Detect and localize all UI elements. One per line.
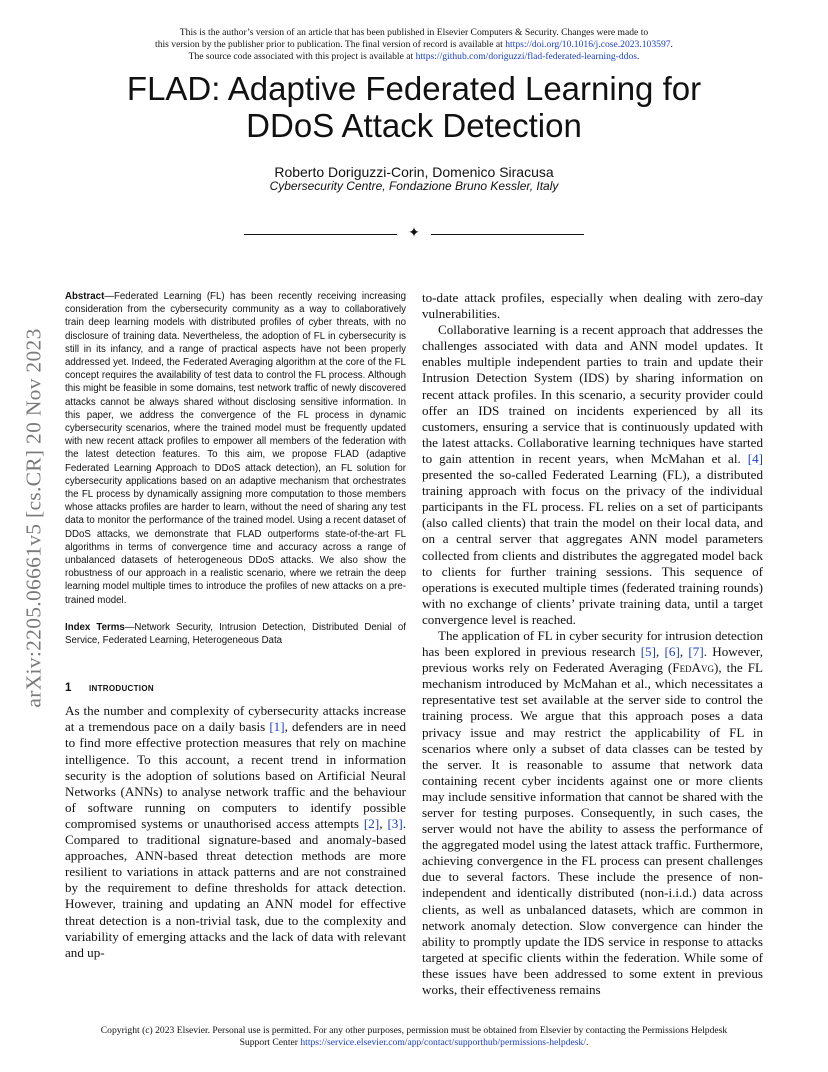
intro-paragraph-1	[65, 703, 406, 961]
title-divider	[244, 228, 584, 242]
fedavg-term: FedAvg	[672, 660, 715, 676]
index-terms-label: Index Terms	[65, 621, 125, 633]
citation-link[interactable]: [2]	[363, 815, 380, 831]
abstract-label: Abstract	[65, 291, 105, 302]
divider-line-left	[244, 234, 397, 235]
notice-line-2	[100, 39, 728, 51]
citation-link[interactable]: [4]	[747, 450, 763, 466]
index-terms-text: —Network Security, Intrusion Detection, Distributed Denial of Service, Federated Learning, Heterogeneous Data	[65, 621, 406, 647]
title-line-1: FLAD: Adaptive Federated Learning for	[126, 70, 702, 107]
arxiv-stamp-text: arXiv:2205.06661v5 [cs.CR] 20 Nov 2023	[21, 328, 46, 708]
index-terms	[65, 621, 406, 647]
paper-title	[60, 70, 768, 144]
arxiv-stamp	[19, 278, 49, 758]
notice-line-3-text: The source code associated with this project is available at	[188, 51, 414, 62]
footer-line-2	[40, 1037, 788, 1049]
notice-line-3-suffix: .	[636, 51, 640, 62]
notice-line-2-suffix: .	[670, 39, 673, 50]
citation-link[interactable]: [6]	[664, 644, 680, 660]
divider-line-right	[431, 234, 584, 235]
intro-text: presented the so-called Federated Learning (FL), a distributed training approach with focus on the privacy of the individual participants in the FL process. FL relies on a set of participants (also called clients) that train the model on their local data, and on a central server that aggregates ANN model parameters collected from clients and distributes the aggregated model back to clients for further training sessions. This sequence of operations is executed multiple times (federated training rounds) with no exchange of clients’ private training data, until a target convergence level is reached.	[422, 467, 763, 627]
divider-star-icon: ✦	[408, 226, 420, 241]
abstract	[65, 290, 406, 607]
right-column	[422, 290, 763, 998]
intro-text: Collaborative learning is a recent approach that addresses the challenges associated with data and ANN model updates. It enables multiple independent parties to train and update their Intrusion Detection System (IDS) by sharing information on recent attack profiles. In this scenario, a security provider could offer an IDS trained on incidents experienced by all its customers, ensuring a service that is continuously updated with the latest attacks. Collaborative learning techniques have started to gain attention in recent years, when McMahan et al.	[422, 322, 763, 466]
intro-text: ,	[679, 644, 689, 660]
abstract-text: —Federated Learning (FL) has been recently receiving increasing consideration from the cybersecurity community as a way to collaboratively train deep learning models with distributed profiles of cyber threats, with no disclosure of training data. Nevertheless, the adoption of FL in cybersecurity is still in its infancy, and a range of practical aspects have not been properly addressed yet. Indeed, the Federated Averaging algorithm at the core of the FL concept requires the availability of test data to control the FL process. Although this might be feasible in some domains, test network traffic of newly discovered attacks cannot be always shared without disclosing sensitive information. In this paper, we address the convergence of the FL process in dynamic cybersecurity scenarios, where the trained model must be frequently updated with new recent attack profiles to empower all members of the federation with the latest detection features. To this aim, we propose FLAD (adaptive Federated Learning Approach to DDoS attack detection), an FL solution for cybersecurity applications based on an adaptive mechanism that orchestrates the FL process by dynamically assigning more computation to those members whose attacks profiles are harder to learn, without the need of sharing any test data to monitor the performance of the trained model. Using a recent dataset of DDoS attacks, we demonstrate that FLAD outperforms state-of-the-art FL algorithms in terms of convergence time and accuracy across a range of unbalanced datasets of heterogeneous DDoS attacks. We also show the robustness of our approach in a realistic scenario, where we retrain the deep learning model multiple times to introduce the profiles of new attacks on a pre-trained model.	[65, 291, 406, 606]
footer-line-2-text: Support Center	[239, 1036, 298, 1048]
citation-link[interactable]: [7]	[688, 644, 704, 660]
section-number: 1	[65, 682, 72, 695]
doi-link[interactable]: https://doi.org/10.1016/j.cose.2023.103597	[505, 39, 671, 50]
intro-text: . However, previous works rely on Federated Averaging (	[422, 644, 764, 676]
citation-link[interactable]: [3]	[387, 815, 403, 831]
intro-paragraph-1-continued: to-date attack profiles, especially when dealing with zero-day vulnerabilities.	[422, 290, 763, 322]
affiliation: Cybersecurity Centre, Fondazione Bruno Kessler, Italy	[269, 179, 559, 193]
notice-line-3	[100, 51, 728, 63]
citation-link[interactable]: [5]	[640, 644, 656, 660]
intro-text: The application of FL in cyber security for intrusion detection has been explored in previous research	[422, 627, 763, 660]
github-link[interactable]: https://github.com/doriguzzi/flad-federated-learning-ddos	[415, 51, 637, 62]
intro-paragraph-3	[422, 628, 763, 998]
intro-text: ,	[655, 644, 665, 660]
intro-text: As the number and complexity of cybersecurity attacks increase at a tremendous pace on a daily basis	[65, 703, 406, 735]
authors: Roberto Doriguzzi-Corin, Domenico Siracusa	[274, 164, 554, 180]
intro-text: , defenders are in need to find more effective protection measures that rely on machine intelligence. To this account, a recent trend in information security is the adoption of solutions based on Artificial Neural Networks (ANNs) to analyse network traffic and the behaviour of software running on computers to identify possible compromised systems or unauthorised access attempts	[65, 719, 406, 831]
permissions-helpdesk-link[interactable]: https://service.elsevier.com/app/contact/supporthub/permissions-helpdesk/	[300, 1036, 586, 1048]
citation-link[interactable]: [1]	[269, 719, 285, 735]
intro-text: . Compared to traditional signature-based and anomaly-based approaches, ANN-based threat detection methods are more resilient to variations in attack patterns and are not constrained by the requirement to define thresholds for attack detection. However, training and updating an ANN model for effective threat detection is a non-trivial task, due to the complexity and variability of emerging attacks and the lack of data with relevant and up-	[65, 815, 406, 960]
intro-text: ), the FL mechanism introduced by McMahan et al., which necessitates a representative test set available at the server side to control the training process. We argue that this approach poses a data privacy issue and may restrict the applicability of FL in scenarios where only a subset of data classes can be tested by the server. It is reasonable to assume that network data containing recent cyber incidents against one or more clients may include sensitive information that cannot be shared with the server for testing purposes. Consequently, in such cases, the server would not have the ability to assess the performance of the aggregated model using the latest attack traffic. Furthermore, achieving convergence in the FL process can present challenges due to several factors. These include the presence of non-independent and identically distributed (non-i.i.d.) data across clients, as well as unbalanced datasets, which are common in network anomaly detection. Slow convergence can hinder the ability to promptly update the IDS service in response to attacks targeted at specific clients within the federation. While some of these issues have been addressed to some extent in previous works, their effectiveness remains	[422, 660, 763, 998]
left-column	[65, 290, 406, 961]
notice-line-1: This is the author’s version of an article that has been published in Elsevier Computers & Security. Changes were made to	[179, 27, 649, 38]
publication-notice	[100, 27, 728, 63]
section-title: introduction	[89, 682, 154, 695]
footer-line-1: Copyright (c) 2023 Elsevier. Personal use is permitted. For any other purposes, permission must be obtained from Elsevier by contacting the Permissions Helpdesk	[100, 1025, 728, 1036]
intro-paragraph-2	[422, 322, 763, 628]
notice-line-2-text: this version by the publisher prior to publication. The final version of record is available at	[155, 39, 503, 50]
title-line-2: DDoS Attack Detection	[246, 107, 582, 144]
footer-line-2-suffix: .	[585, 1036, 589, 1048]
copyright-footer	[40, 1025, 788, 1048]
intro-text: ,	[379, 815, 388, 831]
section-heading	[65, 682, 406, 694]
